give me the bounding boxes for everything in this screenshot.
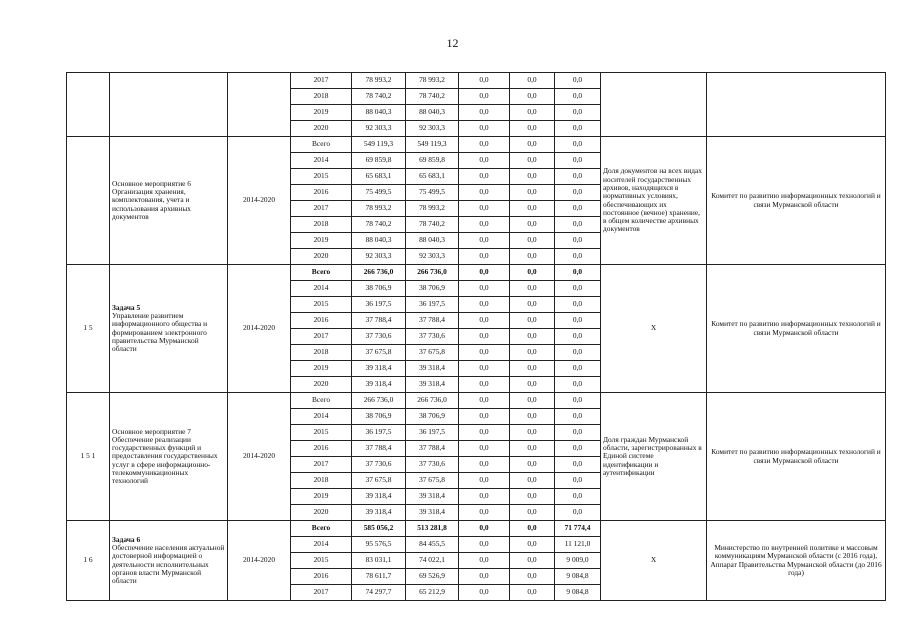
item-index	[67, 73, 110, 137]
year-cell: 2020	[291, 249, 352, 265]
amount-other: 0,0	[555, 137, 601, 153]
amount-regional: 74 022,1	[406, 553, 459, 569]
amount-municipal: 0,0	[510, 73, 555, 89]
item-description: Управление развитием информационного общества и формированием электронного правительства Мурманской области	[112, 310, 208, 354]
amount-other: 0,0	[555, 169, 601, 185]
year-cell: 2015	[291, 169, 352, 185]
amount-federal: 0,0	[459, 569, 510, 585]
responsible-executor: Комитет по развитию информационных технологий и связи Мурманской области	[707, 265, 886, 393]
amount-municipal: 0,0	[510, 393, 555, 409]
amount-municipal: 0,0	[510, 169, 555, 185]
table-row	[67, 393, 886, 409]
item-name	[110, 521, 228, 601]
amount-other: 0,0	[555, 377, 601, 393]
amount-other: 9 084,8	[555, 569, 601, 585]
amount-federal: 0,0	[459, 297, 510, 313]
item-name	[110, 393, 228, 521]
amount-municipal: 0,0	[510, 425, 555, 441]
amount-regional: 78 993,2	[406, 73, 459, 89]
amount-municipal: 0,0	[510, 521, 555, 537]
amount-total: 36 197,5	[352, 425, 406, 441]
table-row	[67, 73, 886, 89]
amount-total: 65 683,1	[352, 169, 406, 185]
year-cell: Всего	[291, 137, 352, 153]
program-budget-table	[66, 72, 886, 601]
amount-regional: 39 318,4	[406, 489, 459, 505]
result-indicator: Доля документов на всех видах носителей государственных архивов, находящихся в нормативных условиях, обеспечивающих их постоянное (вечное) хранение, в общем количестве архивных документов	[601, 137, 707, 265]
item-period	[228, 73, 291, 137]
task-title: Задача 6	[112, 534, 141, 544]
amount-federal: 0,0	[459, 233, 510, 249]
item-index: 1 6	[67, 521, 110, 601]
amount-other: 0,0	[555, 313, 601, 329]
year-cell: Всего	[291, 393, 352, 409]
amount-regional: 37 675,8	[406, 473, 459, 489]
amount-federal: 0,0	[459, 121, 510, 137]
amount-other: 0,0	[555, 249, 601, 265]
amount-other: 0,0	[555, 297, 601, 313]
amount-regional: 69 859,8	[406, 153, 459, 169]
amount-total: 37 788,4	[352, 441, 406, 457]
amount-other: 9 084,8	[555, 585, 601, 601]
amount-municipal: 0,0	[510, 249, 555, 265]
amount-federal: 0,0	[459, 585, 510, 601]
amount-municipal: 0,0	[510, 185, 555, 201]
amount-regional: 39 318,4	[406, 505, 459, 521]
amount-total: 83 031,1	[352, 553, 406, 569]
amount-regional: 513 281,8	[406, 521, 459, 537]
amount-federal: 0,0	[459, 185, 510, 201]
amount-other: 0,0	[555, 425, 601, 441]
year-cell: 2015	[291, 425, 352, 441]
amount-regional: 78 740,2	[406, 217, 459, 233]
amount-total: 88 040,3	[352, 105, 406, 121]
amount-federal: 0,0	[459, 249, 510, 265]
amount-municipal: 0,0	[510, 569, 555, 585]
amount-other: 0,0	[555, 393, 601, 409]
amount-other: 0,0	[555, 121, 601, 137]
amount-federal: 0,0	[459, 441, 510, 457]
year-cell: 2019	[291, 105, 352, 121]
amount-federal: 0,0	[459, 521, 510, 537]
amount-regional: 37 788,4	[406, 313, 459, 329]
responsible-executor: Министерство по внутренней политике и массовым коммуникациям Мурманской области (с 2016 года), Аппарат Правительства Мурманской области (до 2016 года)	[707, 521, 886, 601]
amount-federal: 0,0	[459, 281, 510, 297]
item-description: Основное мероприятие 6 Организация хранения, комплектования, учета и использования архивных документов	[112, 178, 191, 221]
task-title: Задача 5	[112, 302, 141, 312]
amount-municipal: 0,0	[510, 297, 555, 313]
amount-federal: 0,0	[459, 217, 510, 233]
year-cell: 2020	[291, 121, 352, 137]
item-index: 1 5 1	[67, 393, 110, 521]
amount-other: 0,0	[555, 329, 601, 345]
amount-other: 0,0	[555, 505, 601, 521]
amount-total: 39 318,4	[352, 489, 406, 505]
item-index: 1 5	[67, 265, 110, 393]
amount-total: 266 736,0	[352, 265, 406, 281]
amount-federal: 0,0	[459, 537, 510, 553]
amount-federal: 0,0	[459, 553, 510, 569]
amount-municipal: 0,0	[510, 457, 555, 473]
amount-total: 549 119,3	[352, 137, 406, 153]
amount-federal: 0,0	[459, 137, 510, 153]
amount-municipal: 0,0	[510, 585, 555, 601]
amount-other: 0,0	[555, 473, 601, 489]
amount-regional: 37 730,6	[406, 457, 459, 473]
amount-total: 36 197,5	[352, 297, 406, 313]
amount-municipal: 0,0	[510, 361, 555, 377]
amount-federal: 0,0	[459, 425, 510, 441]
responsible-executor: Комитет по развитию информационных технологий и связи Мурманской области	[707, 393, 886, 521]
amount-municipal: 0,0	[510, 537, 555, 553]
amount-federal: 0,0	[459, 169, 510, 185]
amount-municipal: 0,0	[510, 505, 555, 521]
year-cell: Всего	[291, 521, 352, 537]
amount-regional: 549 119,3	[406, 137, 459, 153]
amount-municipal: 0,0	[510, 281, 555, 297]
amount-other: 0,0	[555, 153, 601, 169]
amount-regional: 92 303,3	[406, 121, 459, 137]
year-cell: 2018	[291, 89, 352, 105]
amount-total: 37 730,6	[352, 329, 406, 345]
amount-other: 0,0	[555, 105, 601, 121]
amount-federal: 0,0	[459, 313, 510, 329]
amount-total: 37 730,6	[352, 457, 406, 473]
amount-other: 0,0	[555, 89, 601, 105]
amount-regional: 88 040,3	[406, 233, 459, 249]
amount-municipal: 0,0	[510, 313, 555, 329]
amount-other: 0,0	[555, 345, 601, 361]
year-cell: 2020	[291, 505, 352, 521]
amount-total: 38 706,9	[352, 281, 406, 297]
amount-other: 0,0	[555, 409, 601, 425]
amount-other: 0,0	[555, 217, 601, 233]
amount-regional: 37 730,6	[406, 329, 459, 345]
amount-regional: 65 212,9	[406, 585, 459, 601]
amount-regional: 84 455,5	[406, 537, 459, 553]
table-row	[67, 137, 886, 153]
amount-total: 69 859,8	[352, 153, 406, 169]
amount-municipal: 0,0	[510, 473, 555, 489]
amount-other: 0,0	[555, 489, 601, 505]
year-cell: 2017	[291, 585, 352, 601]
item-period: 2014-2020	[228, 137, 291, 265]
amount-regional: 78 993,2	[406, 201, 459, 217]
amount-regional: 65 683,1	[406, 169, 459, 185]
amount-total: 95 576,5	[352, 537, 406, 553]
year-cell: 2017	[291, 457, 352, 473]
amount-regional: 38 706,9	[406, 409, 459, 425]
table-row	[67, 265, 886, 281]
year-cell: 2020	[291, 377, 352, 393]
responsible-executor: Комитет по развитию информационных технологий и связи Мурманской области	[707, 137, 886, 265]
year-cell: 2016	[291, 185, 352, 201]
result-indicator: Доля граждан Мурманской области, зарегистрированных в Единой системе идентификации и аутентификации	[601, 393, 707, 521]
amount-regional: 37 788,4	[406, 441, 459, 457]
year-cell: 2018	[291, 345, 352, 361]
item-description: Обеспечение населения актуальной достоверной информацией о деятельности исполнительных органов власти Мурманской области	[112, 542, 225, 586]
amount-other: 9 009,0	[555, 553, 601, 569]
year-cell: 2018	[291, 217, 352, 233]
amount-other: 0,0	[555, 441, 601, 457]
amount-other: 0,0	[555, 73, 601, 89]
amount-municipal: 0,0	[510, 217, 555, 233]
amount-municipal: 0,0	[510, 441, 555, 457]
amount-other: 71 774,4	[555, 521, 601, 537]
year-cell: 2016	[291, 441, 352, 457]
amount-municipal: 0,0	[510, 265, 555, 281]
amount-total: 88 040,3	[352, 233, 406, 249]
item-name	[110, 137, 228, 265]
amount-other: 0,0	[555, 265, 601, 281]
amount-total: 78 611,7	[352, 569, 406, 585]
year-cell: 2014	[291, 537, 352, 553]
amount-other: 0,0	[555, 281, 601, 297]
amount-municipal: 0,0	[510, 553, 555, 569]
year-cell: 2015	[291, 553, 352, 569]
table-row	[67, 521, 886, 537]
amount-total: 37 675,8	[352, 345, 406, 361]
amount-federal: 0,0	[459, 361, 510, 377]
amount-federal: 0,0	[459, 457, 510, 473]
amount-regional: 39 318,4	[406, 377, 459, 393]
amount-municipal: 0,0	[510, 89, 555, 105]
amount-federal: 0,0	[459, 489, 510, 505]
amount-municipal: 0,0	[510, 233, 555, 249]
amount-federal: 0,0	[459, 329, 510, 345]
amount-federal: 0,0	[459, 265, 510, 281]
amount-municipal: 0,0	[510, 201, 555, 217]
amount-total: 39 318,4	[352, 505, 406, 521]
amount-federal: 0,0	[459, 153, 510, 169]
amount-total: 39 318,4	[352, 377, 406, 393]
amount-other: 0,0	[555, 457, 601, 473]
amount-federal: 0,0	[459, 201, 510, 217]
year-cell: 2016	[291, 569, 352, 585]
amount-municipal: 0,0	[510, 377, 555, 393]
amount-other: 0,0	[555, 185, 601, 201]
amount-municipal: 0,0	[510, 153, 555, 169]
amount-total: 92 303,3	[352, 249, 406, 265]
amount-municipal: 0,0	[510, 121, 555, 137]
amount-total: 38 706,9	[352, 409, 406, 425]
amount-federal: 0,0	[459, 105, 510, 121]
item-period: 2014-2020	[228, 521, 291, 601]
year-cell: 2017	[291, 201, 352, 217]
amount-federal: 0,0	[459, 393, 510, 409]
amount-municipal: 0,0	[510, 329, 555, 345]
amount-municipal: 0,0	[510, 105, 555, 121]
amount-federal: 0,0	[459, 473, 510, 489]
amount-federal: 0,0	[459, 377, 510, 393]
amount-regional: 88 040,3	[406, 105, 459, 121]
amount-federal: 0,0	[459, 73, 510, 89]
amount-federal: 0,0	[459, 505, 510, 521]
item-name	[110, 265, 228, 393]
result-indicator: X	[601, 521, 707, 601]
amount-total: 39 318,4	[352, 361, 406, 377]
responsible-executor	[707, 73, 886, 137]
year-cell: 2014	[291, 409, 352, 425]
amount-total: 37 675,8	[352, 473, 406, 489]
page-number: 12	[446, 36, 459, 50]
amount-total: 37 788,4	[352, 313, 406, 329]
amount-regional: 36 197,5	[406, 297, 459, 313]
amount-regional: 92 303,3	[406, 249, 459, 265]
amount-regional: 37 675,8	[406, 345, 459, 361]
amount-other: 0,0	[555, 201, 601, 217]
amount-total: 78 740,2	[352, 217, 406, 233]
amount-total: 78 993,2	[352, 73, 406, 89]
year-cell: 2019	[291, 361, 352, 377]
year-cell: 2014	[291, 153, 352, 169]
amount-other: 0,0	[555, 361, 601, 377]
result-indicator	[601, 73, 707, 137]
amount-regional: 39 318,4	[406, 361, 459, 377]
amount-total: 75 499,5	[352, 185, 406, 201]
amount-municipal: 0,0	[510, 345, 555, 361]
amount-total: 78 740,2	[352, 89, 406, 105]
amount-total: 78 993,2	[352, 201, 406, 217]
amount-municipal: 0,0	[510, 489, 555, 505]
item-period: 2014-2020	[228, 393, 291, 521]
amount-federal: 0,0	[459, 409, 510, 425]
amount-regional: 75 499,5	[406, 185, 459, 201]
item-name	[110, 73, 228, 137]
amount-other: 0,0	[555, 233, 601, 249]
year-cell: 2017	[291, 329, 352, 345]
amount-municipal: 0,0	[510, 137, 555, 153]
amount-regional: 266 736,0	[406, 265, 459, 281]
amount-regional: 78 740,2	[406, 89, 459, 105]
amount-federal: 0,0	[459, 89, 510, 105]
amount-regional: 36 197,5	[406, 425, 459, 441]
year-cell: 2019	[291, 489, 352, 505]
amount-total: 585 056,2	[352, 521, 406, 537]
year-cell: 2014	[291, 281, 352, 297]
amount-other: 11 121,0	[555, 537, 601, 553]
amount-regional: 38 706,9	[406, 281, 459, 297]
year-cell: 2017	[291, 73, 352, 89]
item-period: 2014-2020	[228, 265, 291, 393]
amount-total: 92 303,3	[352, 121, 406, 137]
year-cell: 2016	[291, 313, 352, 329]
year-cell: 2018	[291, 473, 352, 489]
amount-total: 266 736,0	[352, 393, 406, 409]
item-index	[67, 137, 110, 265]
amount-regional: 69 526,9	[406, 569, 459, 585]
amount-federal: 0,0	[459, 345, 510, 361]
item-description: Основное мероприятие 7 Обеспечение реализации государственных функций и предоставления государственных услуг в сфере информационно-телекоммуникационных технологий	[112, 426, 218, 486]
result-indicator: X	[601, 265, 707, 393]
amount-municipal: 0,0	[510, 409, 555, 425]
amount-regional: 266 736,0	[406, 393, 459, 409]
amount-total: 74 297,7	[352, 585, 406, 601]
year-cell: Всего	[291, 265, 352, 281]
year-cell: 2019	[291, 233, 352, 249]
year-cell: 2015	[291, 297, 352, 313]
